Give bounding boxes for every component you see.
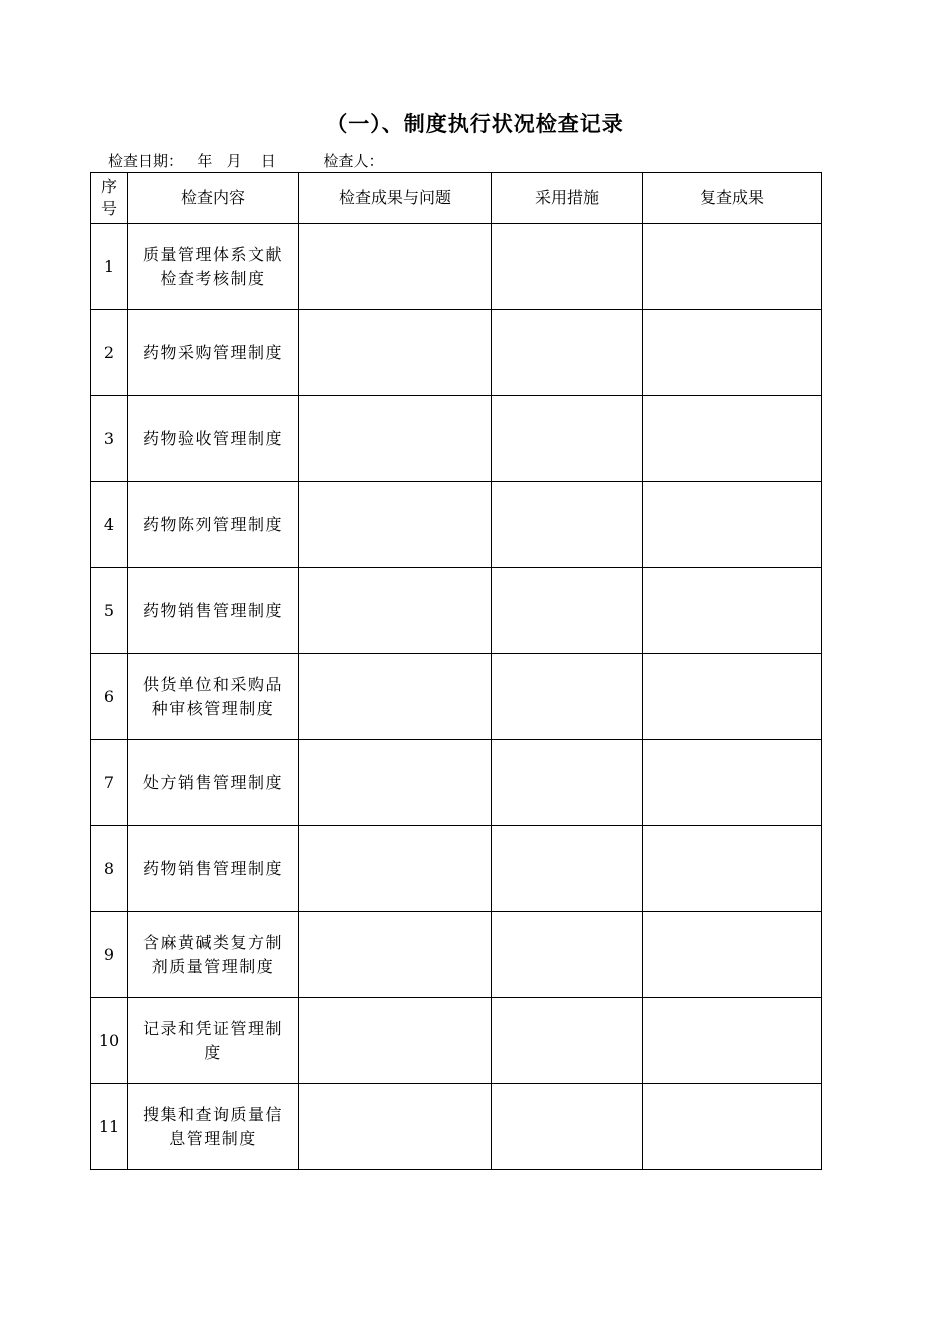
inspector-label: 检查人： — [323, 152, 384, 170]
header-seq: 序 号 — [91, 173, 128, 224]
row-results-cell[interactable] — [299, 912, 492, 998]
header-measures: 采用措施 — [492, 173, 643, 224]
table-row — [91, 224, 822, 310]
row-results-cell[interactable] — [299, 654, 492, 740]
day-label: 日 — [260, 152, 276, 170]
row-review-cell[interactable] — [643, 912, 822, 998]
row-measures-cell[interactable] — [492, 654, 643, 740]
row-review-cell[interactable] — [643, 826, 822, 912]
table-row — [91, 568, 822, 654]
row-measures-cell[interactable] — [492, 310, 643, 396]
row-content: 处方销售管理制度 — [128, 740, 299, 826]
row-content: 药物销售管理制度 — [128, 826, 299, 912]
row-content: 药物采购管理制度 — [128, 310, 299, 396]
row-review-cell[interactable] — [643, 482, 822, 568]
check-date-label: 检查日期： — [108, 152, 184, 170]
row-review-cell[interactable] — [643, 654, 822, 740]
table-header-row — [91, 173, 822, 224]
row-number: 2 — [91, 310, 128, 396]
row-measures-cell[interactable] — [492, 482, 643, 568]
month-label: 月 — [226, 152, 242, 170]
table-row — [91, 1084, 822, 1170]
header-content: 检查内容 — [128, 173, 299, 224]
row-number: 4 — [91, 482, 128, 568]
table-row — [91, 396, 822, 482]
row-content: 药物销售管理制度 — [128, 568, 299, 654]
table-row — [91, 912, 822, 998]
row-content: 供货单位和采购品种审核管理制度 — [128, 654, 299, 740]
row-review-cell[interactable] — [643, 1084, 822, 1170]
row-number: 5 — [91, 568, 128, 654]
row-results-cell[interactable] — [299, 310, 492, 396]
row-measures-cell[interactable] — [492, 568, 643, 654]
row-measures-cell[interactable] — [492, 998, 643, 1084]
inspection-table — [90, 172, 822, 1170]
row-review-cell[interactable] — [643, 224, 822, 310]
row-number: 9 — [91, 912, 128, 998]
row-review-cell[interactable] — [643, 396, 822, 482]
row-results-cell[interactable] — [299, 740, 492, 826]
row-content: 记录和凭证管理制度 — [128, 998, 299, 1084]
page-title: （一）、制度执行状况检查记录 — [326, 111, 624, 136]
row-results-cell[interactable] — [299, 482, 492, 568]
row-content: 药物验收管理制度 — [128, 396, 299, 482]
row-number: 8 — [91, 826, 128, 912]
row-number: 10 — [91, 998, 128, 1084]
row-results-cell[interactable] — [299, 568, 492, 654]
header-results: 检查成果与问题 — [299, 173, 492, 224]
row-content: 药物陈列管理制度 — [128, 482, 299, 568]
row-review-cell[interactable] — [643, 310, 822, 396]
row-measures-cell[interactable] — [492, 740, 643, 826]
row-number: 3 — [91, 396, 128, 482]
table-row — [91, 826, 822, 912]
row-review-cell[interactable] — [643, 740, 822, 826]
record-meta — [108, 150, 383, 171]
table-row — [91, 654, 822, 740]
row-number: 11 — [91, 1084, 128, 1170]
row-results-cell[interactable] — [299, 1084, 492, 1170]
row-content: 质量管理体系文献检查考核制度 — [128, 224, 299, 310]
table-row — [91, 310, 822, 396]
year-label: 年 — [197, 152, 213, 170]
row-results-cell[interactable] — [299, 826, 492, 912]
row-measures-cell[interactable] — [492, 826, 643, 912]
row-measures-cell[interactable] — [492, 1084, 643, 1170]
row-results-cell[interactable] — [299, 224, 492, 310]
table-row — [91, 998, 822, 1084]
row-content: 搜集和查询质量信息管理制度 — [128, 1084, 299, 1170]
row-measures-cell[interactable] — [492, 912, 643, 998]
row-number: 7 — [91, 740, 128, 826]
header-review: 复查成果 — [643, 173, 822, 224]
row-content: 含麻黄碱类复方制剂质量管理制度 — [128, 912, 299, 998]
table-row — [91, 740, 822, 826]
row-results-cell[interactable] — [299, 396, 492, 482]
row-measures-cell[interactable] — [492, 224, 643, 310]
row-number: 6 — [91, 654, 128, 740]
row-review-cell[interactable] — [643, 568, 822, 654]
row-review-cell[interactable] — [643, 998, 822, 1084]
row-number: 1 — [91, 224, 128, 310]
row-results-cell[interactable] — [299, 998, 492, 1084]
table-row — [91, 482, 822, 568]
row-measures-cell[interactable] — [492, 396, 643, 482]
